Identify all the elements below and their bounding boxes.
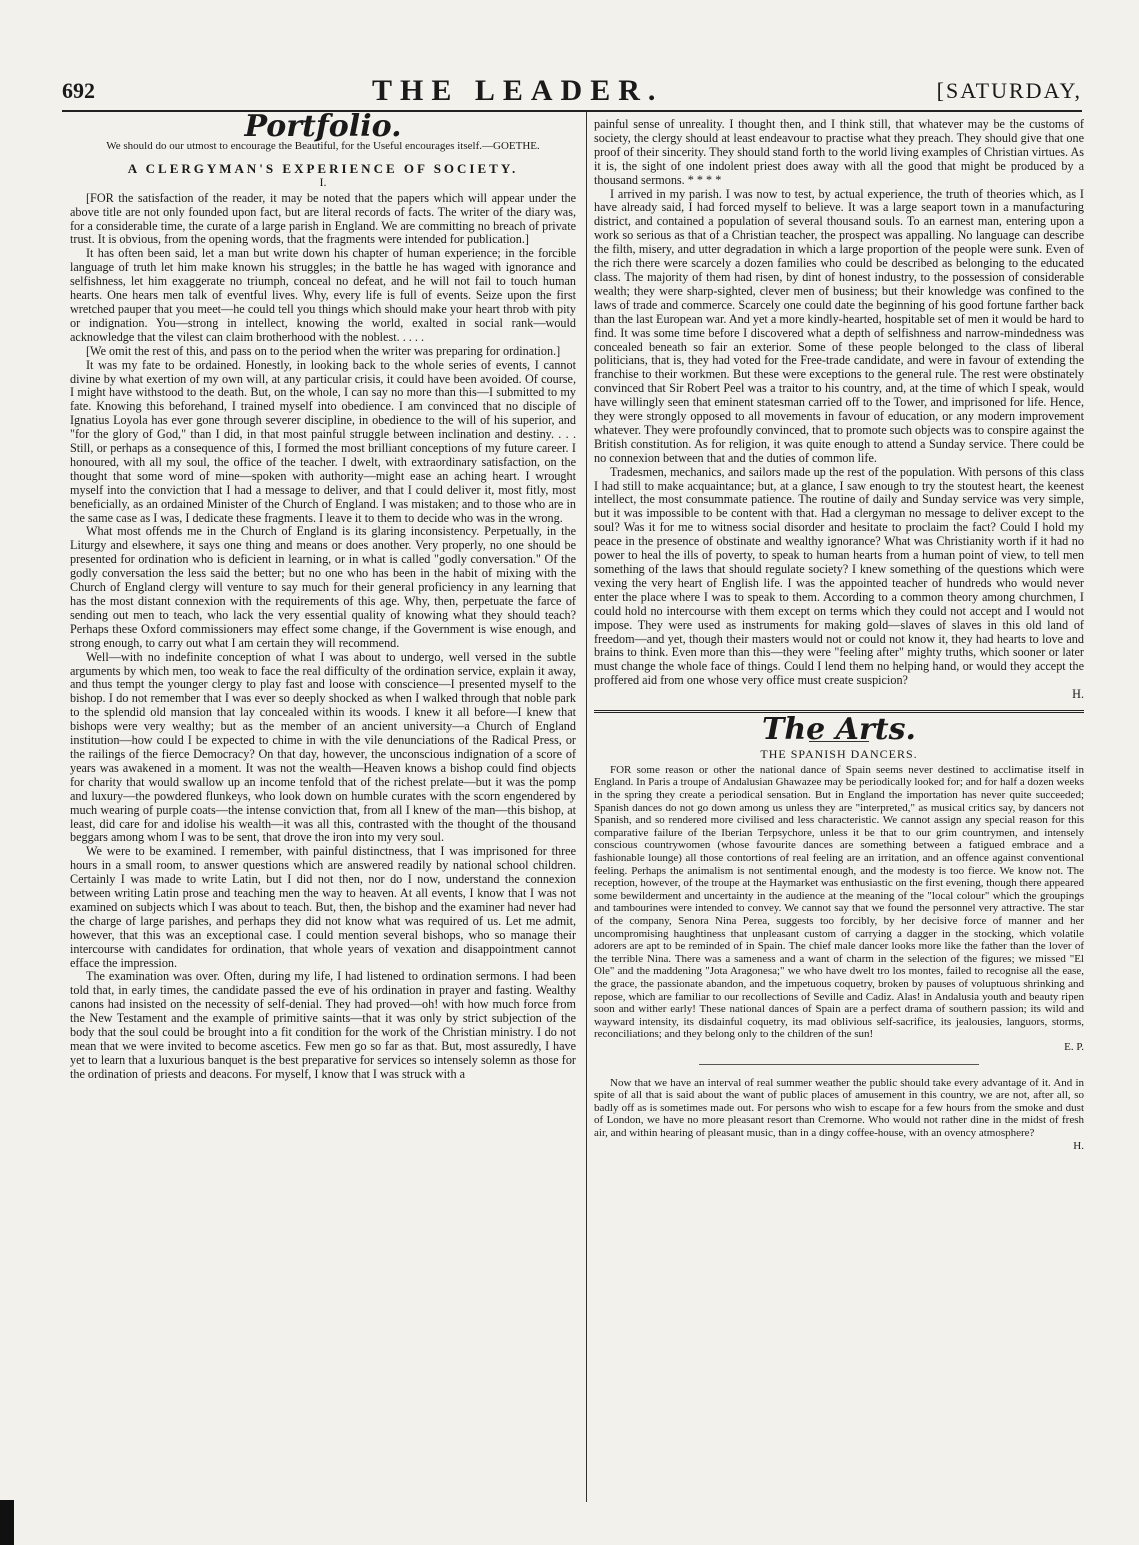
page-edge-mark bbox=[0, 1500, 14, 1545]
article-paragraph: It has often been said, let a man but write down his chapter of human experience; in the forcible language of truth let him make known his struggles; in the battle he has waged with ignorance and selfishness, let him exaggerate no triumph, conceal no defeat, and he will not fail to touch human hearts. One hears men talk of eventful lives. Why, every life is full of events. Seize upon the first wretched pauper that you meet—he could tell you things which should make your heart throb with pity or indignation. You—strong in intellect, knowing the world, exalted in social rank—would acknowledge that the vilest can claim brotherhood with the noblest. . . . . bbox=[70, 246, 576, 344]
article-numeral: I. bbox=[319, 174, 327, 189]
column-divider bbox=[586, 112, 587, 1502]
article-paragraph: I arrived in my parish. I was now to test, by actual experience, the truth of theories which, as I have already said, I had forced myself to believe. It was a large seaport town in a manufacturing district, and contained a population of several thousand souls. To an earnest man, entering upon a work so serious as that of a Christian teacher, the prospect was appalling. No language can describe the filth, misery, and utter degradation in which a large proportion of the people were sunk. Even of the rich there were scarcely a dozen families who could be described as belonging to the educated class. The majority of them had risen, by dint of honest industry, to the possession of considerable wealth; they were sharp-sighted, clever men of business; but their knowledge was confined to the laws of trade and commerce. Scarcely one could date the beginning of his good fortune farther back than the last European war. And yet a more kindly-hearted, hospitable set of men it would be hard to find. It was some time before I discovered what a depth of selfishness and narrow-mindedness was concealed beneath so fair an exterior. Some of these people belonged to the class of liberal politicians, that is, they had voted for the Free-trade candidate, and were in favour of extending the franchise to their workmen. But these were exceptions to the general rule. The rest were obstinately convinced that Sir Robert Peel was a traitor to his country, and, at the time of which I speak, would have willingly seen that eminent statesman carried off to the Tower, and imprisoned for life. Hence, they were strongly opposed to all movements in favour of education, or any modern improvement whatever. They were profoundly convinced, that to promote such objects was to conspire against the British constitution. As for religion, it was quite enough to attend a Sunday service. There could be no connexion between that and the duties of common life. bbox=[594, 186, 1084, 465]
article-paragraph: painful sense of unreality. I thought then, and I think still, that whatever may be the customs of society, the clergy should at least endeavour to practise what they preach. They should give that one proof of their sincerity. They should stand forth to the world living examples of Christian virtues. As it is, the sight of one indolent priest does away with all the good that might be produced by a thousand sermons. * * * * bbox=[594, 117, 1084, 187]
article-paragraph: It was my fate to be ordained. Honestly, in looking back to the whole series of events, I cannot divine by what exertion of my own will, at any particular crisis, it could have been avoided. Of course, I might have withstood to the death. But, on the whole, I can say no more than this—I submitted to my fate. Knowing this beforehand, I trained myself into obedience. I am convinced that no disciple of Ignatius Loyola has ever gone through severer discipline, in obedience to the will of his superior, and "for the glory of God," than I did, in that most painful struggle between inclination and destiny. . . . Still, or perhaps as a consequence of this, I formed the most brilliant conceptions of my future career. I honoured, with all my soul, the office of the teacher. I dwelt, with extraordinary satisfaction, on the thought that some word of mine—spoken with authority—might ease an aching heart. I wrought myself into the conviction that I had a message to deliver, and that I could deliver it, most fitly, most beneficially, as an ordained Minister of the Church of England. I was mistaken; and to those who are in the same case as I was, I dedicate these fragments. I leave it to them to decide who was in the wrong. bbox=[70, 357, 576, 525]
note-signature: H. bbox=[1073, 1139, 1084, 1152]
article-paragraph: Well—with no indefinite conception of what I was about to undergo, well versed in the subtle arguments by which men, too weak to face the real difficulty of the ordination service, explain it away, and thus tempt the younger clergy to play fast and loose with conscience—I presented myself to the bishop. I do not remember that I was ever so deeply shocked as when I walked through that noble park to the splendid old mansion that lay concealed within its woods. I knew it all before—I knew that bishops were very wealthy; but as the member of an ancient university—a Church of England institution—how could I be expected to chime in with the vile denunciations of the Radical Press, or the railings of the fierce Democracy? On that day, however, the unconscious indignation of a score of years was awakened in a moment. It was not the wealth—Heaven knows a bishop could find objects for charity that would swallow up an income tenfold that of the richest prelate—but it was the pomp and luxury—the powdered flunkeys, who look down on humble curates with the scorn engendered by much wearing of purple coats—the intense conviction that, from all I knew of the man—this bishop, at least, did care for and idolise his wealth—it was all this, contrasted with the thought of the thousand beggars among whom I was to be sent, that drove the iron into my very soul. bbox=[70, 649, 576, 845]
review-signature: E. P. bbox=[1064, 1040, 1084, 1053]
article-title: A CLERGYMAN'S EXPERIENCE OF SOCIETY. bbox=[127, 160, 519, 176]
page-number: 692 bbox=[62, 78, 95, 103]
article-signature: H. bbox=[1072, 687, 1084, 702]
arts-note: Now that we have an interval of real summer weather the public should take every advantage of it. And in spite of all that is said about the want of public places of amusement in this country, we are not, after all, so badly off as is sometimes made out. For persons who wish to escape for a few hours from the smoke and dust of London, we have no more pleasant resort than Cremorne. Who would not rather dine in the midst of fresh air, and within hearing of pleasant music, than in a dingy coffee-house, with an ovency atmosphere? bbox=[594, 1076, 1084, 1139]
article-paragraph: What most offends me in the Church of England is its glaring inconsistency. Perpetually, in the Liturgy and elsewhere, it says one thing and means or does another. Very properly, no one should be presented for ordination who is deficient in learning, or in what is called "godly conversation." Of the godly conversation the less said the better; but no one who has been in the habit of mixing with the Church of England clergy will venture to say much for their general proficiency in any learning that has the most distant connexion with the requirements of this age. Why, then, perpetuate the farce of sending out men to teach, who lack the very essential quality of knowing what they should teach? Perhaps these Oxford commissioners may effect some change, if the Government is wise enough, and strong enough, to carry out what I am certain they will recommend. bbox=[70, 524, 576, 650]
portfolio-heading: Portfolio. bbox=[244, 109, 402, 144]
portfolio-motto: We should do our utmost to encourage the Beautiful, for the Useful encourages itself.—GOETHE. bbox=[106, 139, 540, 152]
arts-subtitle: THE SPANISH DANCERS. bbox=[760, 746, 918, 761]
arts-review: FOR some reason or other the national dance of Spain seems never destined to acclimatise itself in England. In Paris a troupe of Andalusian Ghawazee may be periodically looked for; and for half a dozen weeks in the spring they create a periodical sensation. But in England the importation has never quite succeeded; Spanish dances do not go down among us unless they are "interpreted," as musical critics say, by dancers not Spanish, and so rendered more civilised and less characteristic. We cannot assign any special reason for this comparative failure of the Iberian Terpsychore, unless it be that to our grim countrymen, and intensely conscious countrywomen (whose favourite dances are something between a fatigued embrace and a fashionable lounge) all those contortions of real feeling are an irritation, and an offence against conventional feeling. Perhaps the animalism is not sentimental enough, and the modesty is too fierce. We know not. The reception, however, of the troupe at the Haymarket was enthusiastic on the first evening, though there appeared some bewilderment and uncertainty in the audience at the meaning of the "local colour" which the groupings and tambourines were intended to convey. We cannot say that we found the personnel very attractive. The star of the company, Senora Nina Perea, suggests too forcibly, by her decisive force of manner and her uncompromising haughtiness that unpleasant custom of carrying a dagger in the stocking, which volatile adorers are apt to be reminded of in Spain. The chief male dancer looks more like the father than the lover of the terrible Nina. There was a sameness and a want of charm in the selection of the figures; we missed "El Ole" and the maddening "Jota Aragonesa;" we who have dwelt tro los montes, failed to recognise all the ease, the grace, the passionate abandon, and the impetuous coquetry, broken by pauses of voluptuous shrinking and repose, which are familiar to our recollections of Seville and Cadiz. Alas! in Andalusia youth and beauty ripen soon and wither early! These national dances of Spain are a perfect drama of southern passion; its wild and wayward intensity, its disdainful coquetry, its mad oblivious self-sacrifice, its jealousies, languors, storms, reconciliations; and they belong only to the children of the sun! bbox=[594, 763, 1084, 1041]
issue-day: [SATURDAY, bbox=[936, 78, 1082, 103]
header-rule bbox=[62, 110, 1082, 112]
right-column bbox=[594, 118, 1084, 1152]
page-header bbox=[62, 74, 1082, 108]
newspaper-title: THE LEADER. bbox=[372, 74, 664, 107]
left-column bbox=[70, 109, 576, 1082]
article-paragraph: Tradesmen, mechanics, and sailors made up the rest of the population. With persons of this class I had still to make acquaintance; but, at a glance, I saw enough to try the stoutest heart, the keenest intellect, the most consummate patience. The routine of daily and Sunday service was very simple, but it was impossible to be content with that. Had a clergyman no message to deliver except to the soul? Was it for me to witness social disorder and hesitate to proclaim the fact? Could I hold my peace in the presence of obstinate and wealthy ignorance? What was Christianity worth if it had no power to heal the ills of poverty, to speak to human hearts from a human point of view, to tell men something of the laws that should regulate society? I knew something of the questions which were vexing the very heart of English life. I was the appointed teacher of hundreds who would never enter the place where I was to speak to them. According to a common theory among churchmen, I could hold no intercourse with them except on terms which they could not accept and I would not impose. They were used as instruments for making gold—slaves of slaves in this old land of freedom—and yet, though their masters would not or could not know it, they had hearts to love and brains to think. Even more than this—they were "feeling after" mighty truths, which sooner or later must change the whole face of things. Could I lend them no helping hand, or would they accept the proffered aid from one whose very office must create suspicion? bbox=[594, 464, 1084, 688]
note-rule bbox=[699, 1064, 979, 1065]
article-paragraph: [FOR the satisfaction of the reader, it may be noted that the papers which will appear under the above title are not only founded upon fact, but are literal records of facts. The writer of the diary was, for a considerable time, the curate of a large parish in England. We are committing no breach of private trust. It is obvious, from the opening words, that the fragments were intended for publication.] bbox=[70, 190, 576, 247]
arts-heading: The Arts. bbox=[762, 712, 916, 748]
article-paragraph: [We omit the rest of this, and pass on to the period when the writer was preparing for ordination.] bbox=[86, 343, 561, 358]
article-paragraph: We were to be examined. I remember, with painful distinctness, that I was imprisoned for three hours in a small room, to answer questions which are answered readily by national school children. Certainly I was made to write Latin, but I did not then, nor do I now, understand the connexion between writing Latin prose and teaching men the way to heaven. At all events, I know that I was not examined on subjects which I was about to teach. But, then, the bishop and the examiner had never had the charge of large parishes, and perhaps they did not know what was required of us. Let me admit, however, that this was an exceptional case. I could mention several bishops, who so manage their intercourse with candidates for ordination, that whole years of vexation and disappointment cannot efface the impression. bbox=[70, 844, 576, 970]
article-paragraph: The examination was over. Often, during my life, I had listened to ordination sermons. I had been told that, in early times, the candidate passed the eve of his ordination in prayer and fasting. Wealthy canons had insisted on the necessity of self-denial. They had proved—oh! with how much force from the New Testament and the example of primitive saints—that it was only by strict subjection of the body that the soul could be brought into a fit condition for the work of the Christian ministry. I do not mean that we were invited to become ascetics. Few men go so far as that. But, most assuredly, I have yet to learn that a luxurious banquet is the best preparative for services so intensely solemn as those for the ordination of priests and deacons. For myself, I know that I was struck with a bbox=[70, 969, 576, 1081]
